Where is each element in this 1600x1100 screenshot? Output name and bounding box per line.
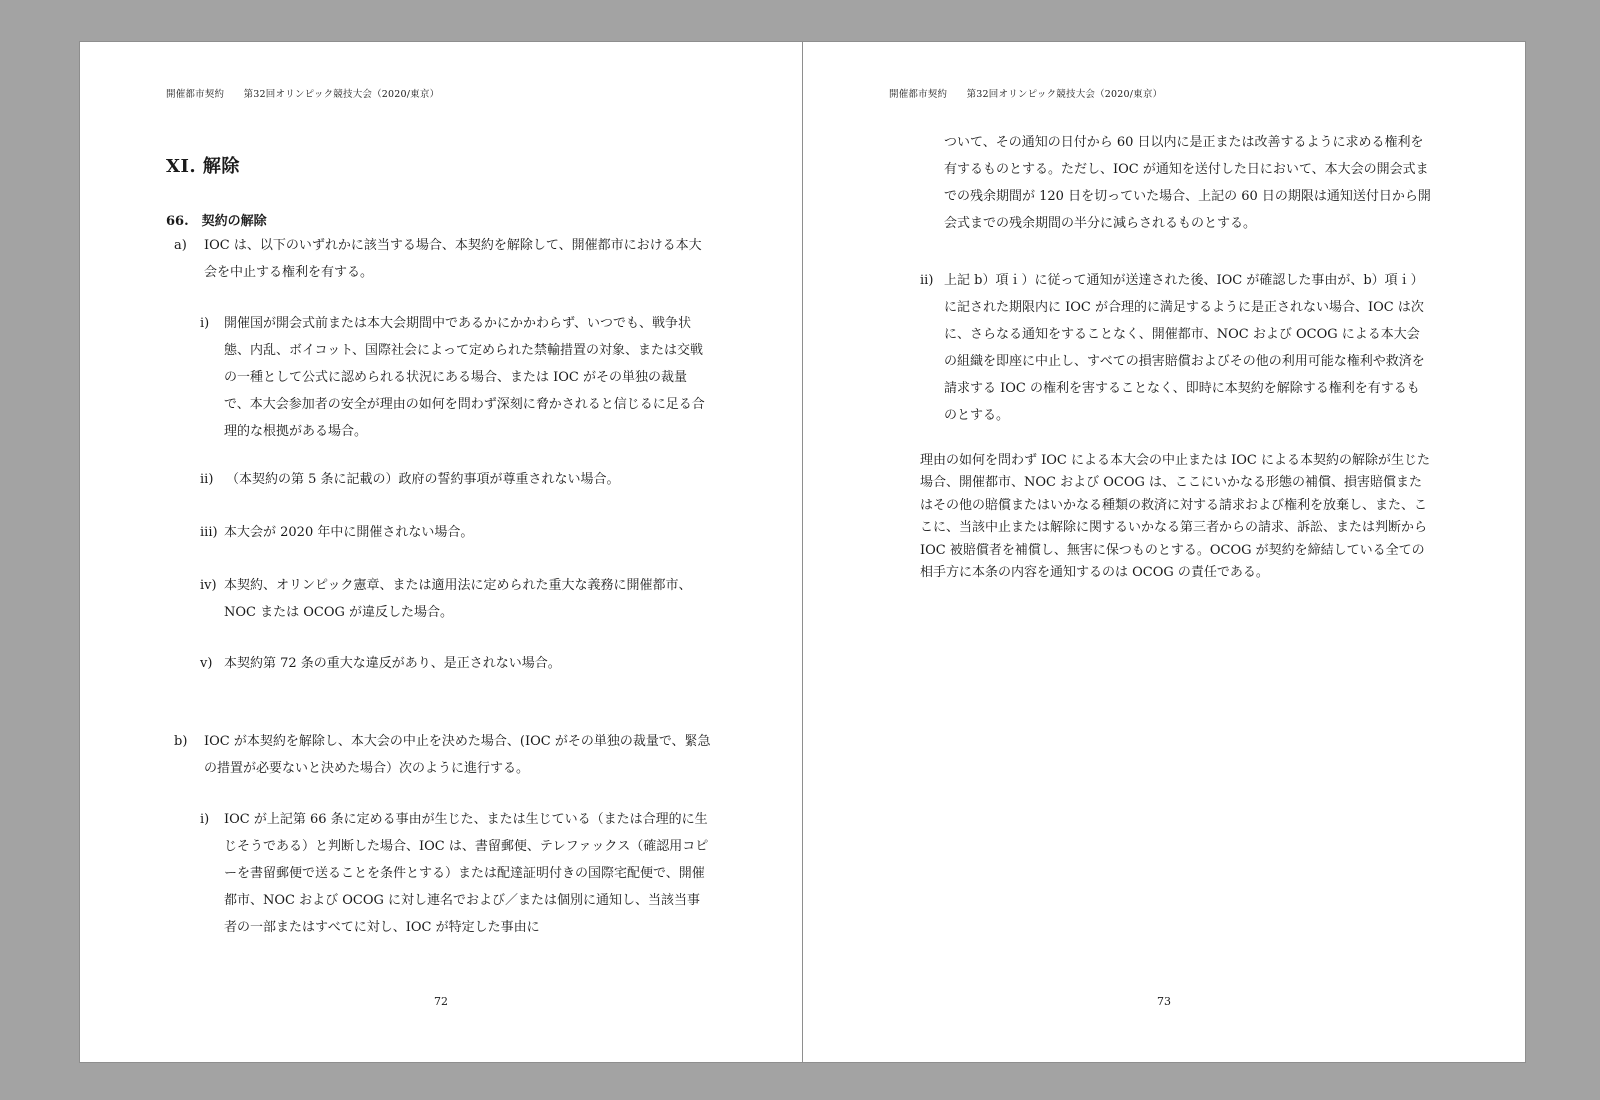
subitem-marker-a-v: v) <box>200 656 213 671</box>
subitem-b-i-text: IOC が上記第 66 条に定める事由が生じた、または生じている（または合理的に生じそうである）と判断した場合、IOC は、書留郵便、テレファックス（確認用コピーを書留郵便で送ることを条件とする）または配達証明付きの国際宅配便で、開催都市、NOC および OCOG に対し連名でおよび／または個別に通知し、当該当事者の一部またはすべてに対し、IOC が特定した事由に <box>224 812 709 935</box>
page-73 <box>803 42 1525 1062</box>
closing-paragraph: 理由の如何を問わず IOC による本大会の中止または IOC による本契約の解除が生じた場合、開催都市、NOC および OCOG は、ここにいかなる形態の補償、損害賠償またはその他の賠償またはいかなる種類の救済に対する請求および権利を放棄し、また、ここに、当該中止または解除に関するいかなる第三者からの請求、訴訟、または判断から IOC 被賠償者を補償し、無害に保つものとする。OCOG が契約を締結している全ての相手方に本条の内容を通知するのは OCOG の責任である。 <box>920 453 1431 581</box>
subitem-marker-a-i: i) <box>200 316 210 331</box>
subitem-a-v-text: 本契約第 72 条の重大な違反があり、是正されない場合。 <box>224 656 561 671</box>
subitem-b-ii-text: 上記 b）項ｉ）に従って通知が送達された後、IOC が確認した事由が、b）項ｉ）に記された期限内に IOC が合理的に満足するように是正されない場合、IOC は次に、さらなる通知をすることなく、開催都市、NOC および OCOG による本大会の組織を即座に中止し、すべての損害賠償およびその他の利用可能な権利や救済を請求する IOC の権利を害することなく、即時に本契約を解除する権利を有するものとする。 <box>944 273 1425 423</box>
subitem-a-iv-text: 本契約、オリンピック憲章、または適用法に定められた重大な義務に開催都市、NOC または OCOG が違反した場合。 <box>224 578 692 620</box>
subitem-a-ii-text: （本契約の第 5 条に記載の）政府の誓約事項が尊重されない場合。 <box>226 472 620 487</box>
running-header: 開催都市契約 第32回オリンピック競技大会（2020/東京） <box>166 89 440 100</box>
page-number: 72 <box>434 995 448 1008</box>
subitem-a-i-text: 開催国が開会式前または本大会期間中であるかにかかわらず、いつでも、戦争状態、内乱、ボイコット、国際社会によって定められた禁輸措置の対象、または交戦の一種として公式に認められる状況にある場合、または IOC がその単独の裁量で、本大会参加者の安全が理由の如何を問わず深刻に脅かされると信じるに足る合理的な根拠がある場合。 <box>224 316 705 439</box>
subitem-b-i-continued-text: ついて、その通知の日付から 60 日以内に是正または改善するように求める権利を有するものとする。ただし、IOC が通知を送付した日において、本大会の開会式までの残余期間が 120 日を切っていた場合、上記の 60 日の期限は通知送付日から開会式までの残余期間の半分に減らされるものとする。 <box>944 135 1431 231</box>
section-title: XI. 解除 <box>166 156 240 177</box>
page-number: 73 <box>1157 995 1171 1008</box>
subitem-marker-a-ii: ii) <box>200 472 214 487</box>
article-title: 66. 契約の解除 <box>166 214 267 229</box>
item-b-text: IOC が本契約を解除し、本大会の中止を決めた場合、(IOC がその単独の裁量で、緊急の措置が必要ないと決めた場合）次のように進行する。 <box>204 734 711 776</box>
page-72 <box>80 42 802 1062</box>
subitem-marker-b-i: i) <box>200 812 210 827</box>
item-marker-b: b) <box>174 734 188 749</box>
running-header: 開催都市契約 第32回オリンピック競技大会（2020/東京） <box>889 89 1163 100</box>
item-marker-a: a) <box>174 238 187 253</box>
subitem-marker-a-iv: iv) <box>200 578 217 593</box>
subitem-a-iii-text: 本大会が 2020 年中に開催されない場合。 <box>224 525 474 540</box>
subitem-marker-a-iii: iii) <box>200 525 218 540</box>
subitem-marker-b-ii: ii) <box>920 273 934 288</box>
item-a-text: IOC は、以下のいずれかに該当する場合、本契約を解除して、開催都市における本大会を中止する権利を有する。 <box>204 238 702 280</box>
